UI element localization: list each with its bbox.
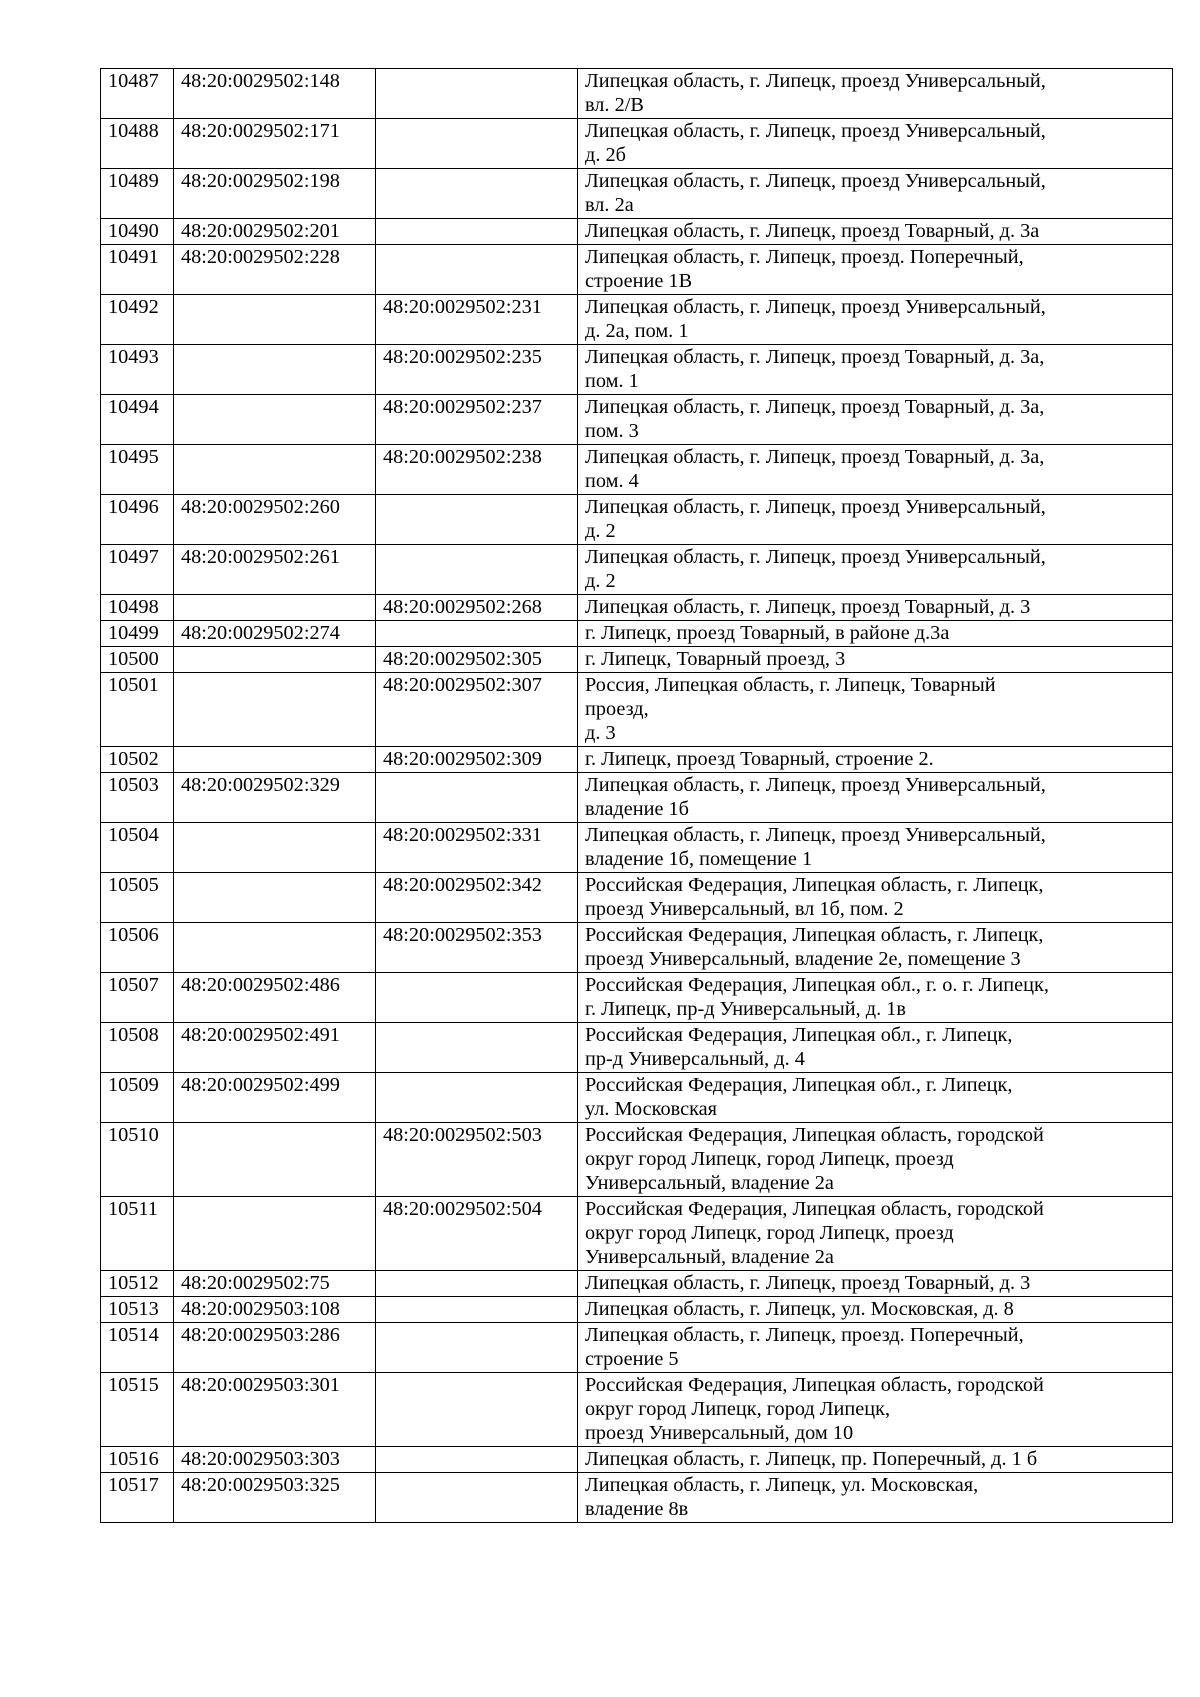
land-cadastral-number-cell — [174, 673, 376, 747]
row-number-cell: 10493 — [101, 345, 174, 395]
land-cadastral-number-cell — [174, 1123, 376, 1197]
row-number-cell: 10509 — [101, 1073, 174, 1123]
land-cadastral-number-cell — [174, 647, 376, 673]
address-cell: Липецкая область, г. Липецк, проезд Товарный, д. 3а — [578, 219, 1173, 245]
table-row — [101, 873, 1173, 923]
row-number-cell: 10504 — [101, 823, 174, 873]
land-cadastral-number-cell — [174, 747, 376, 773]
row-number-cell: 10517 — [101, 1473, 174, 1523]
table-row — [101, 119, 1173, 169]
land-cadastral-number-cell: 48:20:0029503:325 — [174, 1473, 376, 1523]
land-cadastral-number-cell — [174, 823, 376, 873]
address-cell: Липецкая область, г. Липецк, проезд Универсальный, д. 2 — [578, 495, 1173, 545]
table-row — [101, 495, 1173, 545]
land-cadastral-number-cell: 48:20:0029503:301 — [174, 1373, 376, 1447]
table-row — [101, 1297, 1173, 1323]
row-number-cell: 10516 — [101, 1447, 174, 1473]
row-number-cell: 10514 — [101, 1323, 174, 1373]
building-cadastral-number-cell — [376, 69, 578, 119]
address-cell: Российская Федерация, Липецкая область, г. Липецк, проезд Универсальный, вл 1б, пом. 2 — [578, 873, 1173, 923]
building-cadastral-number-cell: 48:20:0029502:504 — [376, 1197, 578, 1271]
address-cell: г. Липецк, Товарный проезд, 3 — [578, 647, 1173, 673]
address-cell: Липецкая область, г. Липецк, проезд. Поперечный, строение 1В — [578, 245, 1173, 295]
row-number-cell: 10492 — [101, 295, 174, 345]
address-cell: Липецкая область, г. Липецк, проезд Универсальный, владение 1б — [578, 773, 1173, 823]
address-cell: Российская Федерация, Липецкая обл., г. Липецк, пр-д Универсальный, д. 4 — [578, 1023, 1173, 1073]
table-row — [101, 673, 1173, 747]
row-number-cell: 10513 — [101, 1297, 174, 1323]
table-row — [101, 445, 1173, 495]
table-row — [101, 1473, 1173, 1523]
building-cadastral-number-cell — [376, 1373, 578, 1447]
table-row — [101, 395, 1173, 445]
building-cadastral-number-cell: 48:20:0029502:309 — [376, 747, 578, 773]
land-cadastral-number-cell: 48:20:0029502:75 — [174, 1271, 376, 1297]
building-cadastral-number-cell: 48:20:0029502:331 — [376, 823, 578, 873]
building-cadastral-number-cell: 48:20:0029502:238 — [376, 445, 578, 495]
table-row — [101, 1197, 1173, 1271]
table-row — [101, 345, 1173, 395]
row-number-cell: 10510 — [101, 1123, 174, 1197]
land-cadastral-number-cell: 48:20:0029502:198 — [174, 169, 376, 219]
building-cadastral-number-cell — [376, 973, 578, 1023]
address-cell: Российская Федерация, Липецкая область, городской округ город Липецк, город Липецк, проезд Универсальный, владение 2а — [578, 1197, 1173, 1271]
building-cadastral-number-cell — [376, 245, 578, 295]
building-cadastral-number-cell: 48:20:0029502:503 — [376, 1123, 578, 1197]
table-row — [101, 823, 1173, 873]
address-cell: Липецкая область, г. Липецк, проезд Товарный, д. 3а, пом. 3 — [578, 395, 1173, 445]
table-row — [101, 773, 1173, 823]
row-number-cell: 10508 — [101, 1023, 174, 1073]
building-cadastral-number-cell — [376, 1323, 578, 1373]
row-number-cell: 10490 — [101, 219, 174, 245]
row-number-cell: 10487 — [101, 69, 174, 119]
building-cadastral-number-cell — [376, 1447, 578, 1473]
address-cell: Российская Федерация, Липецкая обл., г. о. г. Липецк, г. Липецк, пр-д Универсальный, д. 1в — [578, 973, 1173, 1023]
address-cell: Российская Федерация, Липецкая область, г. Липецк, проезд Универсальный, владение 2е, помещение 3 — [578, 923, 1173, 973]
address-cell: Липецкая область, г. Липецк, проезд Универсальный, вл. 2а — [578, 169, 1173, 219]
building-cadastral-number-cell — [376, 1473, 578, 1523]
table-row — [101, 219, 1173, 245]
building-cadastral-number-cell — [376, 621, 578, 647]
land-cadastral-number-cell — [174, 295, 376, 345]
building-cadastral-number-cell — [376, 1297, 578, 1323]
building-cadastral-number-cell — [376, 119, 578, 169]
address-cell: Липецкая область, г. Липецк, проезд Товарный, д. 3 — [578, 1271, 1173, 1297]
building-cadastral-number-cell — [376, 1023, 578, 1073]
land-cadastral-number-cell: 48:20:0029502:228 — [174, 245, 376, 295]
address-cell: г. Липецк, проезд Товарный, строение 2. — [578, 747, 1173, 773]
table-row — [101, 1323, 1173, 1373]
building-cadastral-number-cell: 48:20:0029502:231 — [376, 295, 578, 345]
building-cadastral-number-cell — [376, 545, 578, 595]
land-cadastral-number-cell: 48:20:0029502:491 — [174, 1023, 376, 1073]
row-number-cell: 10501 — [101, 673, 174, 747]
address-cell: Липецкая область, г. Липецк, ул. Московская, владение 8в — [578, 1473, 1173, 1523]
table-row — [101, 1447, 1173, 1473]
table-row — [101, 1073, 1173, 1123]
building-cadastral-number-cell: 48:20:0029502:342 — [376, 873, 578, 923]
land-cadastral-number-cell: 48:20:0029502:486 — [174, 973, 376, 1023]
building-cadastral-number-cell: 48:20:0029502:237 — [376, 395, 578, 445]
land-cadastral-number-cell: 48:20:0029502:274 — [174, 621, 376, 647]
address-cell: Россия, Липецкая область, г. Липецк, Товарный проезд, д. 3 — [578, 673, 1173, 747]
address-cell: Липецкая область, г. Липецк, проезд Универсальный, д. 2 — [578, 545, 1173, 595]
land-cadastral-number-cell — [174, 1197, 376, 1271]
building-cadastral-number-cell — [376, 219, 578, 245]
table-row — [101, 245, 1173, 295]
table-row — [101, 621, 1173, 647]
address-cell: Липецкая область, г. Липецк, проезд Универсальный, д. 2а, пом. 1 — [578, 295, 1173, 345]
table-row — [101, 1271, 1173, 1297]
row-number-cell: 10498 — [101, 595, 174, 621]
table-row — [101, 747, 1173, 773]
row-number-cell: 10497 — [101, 545, 174, 595]
building-cadastral-number-cell — [376, 773, 578, 823]
address-cell: Липецкая область, г. Липецк, проезд Товарный, д. 3 — [578, 595, 1173, 621]
address-cell: Российская Федерация, Липецкая обл., г. Липецк, ул. Московская — [578, 1073, 1173, 1123]
table-row — [101, 69, 1173, 119]
row-number-cell: 10507 — [101, 973, 174, 1023]
land-cadastral-number-cell: 48:20:0029502:261 — [174, 545, 376, 595]
land-cadastral-number-cell: 48:20:0029502:329 — [174, 773, 376, 823]
table-row — [101, 295, 1173, 345]
table-row — [101, 1373, 1173, 1447]
land-cadastral-number-cell — [174, 873, 376, 923]
building-cadastral-number-cell: 48:20:0029502:305 — [376, 647, 578, 673]
row-number-cell: 10495 — [101, 445, 174, 495]
building-cadastral-number-cell: 48:20:0029502:268 — [376, 595, 578, 621]
row-number-cell: 10489 — [101, 169, 174, 219]
row-number-cell: 10512 — [101, 1271, 174, 1297]
building-cadastral-number-cell: 48:20:0029502:235 — [376, 345, 578, 395]
registry-table-body — [101, 69, 1173, 1523]
land-cadastral-number-cell: 48:20:0029503:108 — [174, 1297, 376, 1323]
table-row — [101, 647, 1173, 673]
table-row — [101, 1123, 1173, 1197]
address-cell: г. Липецк, проезд Товарный, в районе д.3а — [578, 621, 1173, 647]
table-row — [101, 545, 1173, 595]
land-cadastral-number-cell — [174, 923, 376, 973]
land-cadastral-number-cell — [174, 595, 376, 621]
building-cadastral-number-cell: 48:20:0029502:353 — [376, 923, 578, 973]
land-cadastral-number-cell: 48:20:0029502:171 — [174, 119, 376, 169]
address-cell: Липецкая область, г. Липецк, проезд Универсальный, вл. 2/В — [578, 69, 1173, 119]
table-row — [101, 169, 1173, 219]
row-number-cell: 10491 — [101, 245, 174, 295]
address-cell: Липецкая область, г. Липецк, проезд Товарный, д. 3а, пом. 1 — [578, 345, 1173, 395]
address-cell: Липецкая область, г. Липецк, проезд Товарный, д. 3а, пом. 4 — [578, 445, 1173, 495]
land-cadastral-number-cell: 48:20:0029503:303 — [174, 1447, 376, 1473]
table-row — [101, 1023, 1173, 1073]
land-cadastral-number-cell — [174, 345, 376, 395]
row-number-cell: 10511 — [101, 1197, 174, 1271]
row-number-cell: 10500 — [101, 647, 174, 673]
registry-table — [100, 68, 1173, 1523]
address-cell: Липецкая область, г. Липецк, ул. Московская, д. 8 — [578, 1297, 1173, 1323]
building-cadastral-number-cell — [376, 1271, 578, 1297]
land-cadastral-number-cell: 48:20:0029502:148 — [174, 69, 376, 119]
land-cadastral-number-cell: 48:20:0029503:286 — [174, 1323, 376, 1373]
address-cell: Липецкая область, г. Липецк, проезд. Поперечный, строение 5 — [578, 1323, 1173, 1373]
row-number-cell: 10515 — [101, 1373, 174, 1447]
row-number-cell: 10506 — [101, 923, 174, 973]
address-cell: Липецкая область, г. Липецк, проезд Универсальный, владение 1б, помещение 1 — [578, 823, 1173, 873]
land-cadastral-number-cell: 48:20:0029502:499 — [174, 1073, 376, 1123]
address-cell: Липецкая область, г. Липецк, пр. Поперечный, д. 1 б — [578, 1447, 1173, 1473]
row-number-cell: 10499 — [101, 621, 174, 647]
land-cadastral-number-cell — [174, 445, 376, 495]
row-number-cell: 10505 — [101, 873, 174, 923]
address-cell: Российская Федерация, Липецкая область, городской округ город Липецк, город Липецк, проезд Универсальный, владение 2а — [578, 1123, 1173, 1197]
table-row — [101, 923, 1173, 973]
building-cadastral-number-cell: 48:20:0029502:307 — [376, 673, 578, 747]
row-number-cell: 10488 — [101, 119, 174, 169]
building-cadastral-number-cell — [376, 169, 578, 219]
row-number-cell: 10502 — [101, 747, 174, 773]
land-cadastral-number-cell: 48:20:0029502:201 — [174, 219, 376, 245]
land-cadastral-number-cell: 48:20:0029502:260 — [174, 495, 376, 545]
building-cadastral-number-cell — [376, 495, 578, 545]
row-number-cell: 10496 — [101, 495, 174, 545]
address-cell: Российская Федерация, Липецкая область, городской округ город Липецк, город Липецк, проезд Универсальный, дом 10 — [578, 1373, 1173, 1447]
row-number-cell: 10503 — [101, 773, 174, 823]
address-cell: Липецкая область, г. Липецк, проезд Универсальный, д. 2б — [578, 119, 1173, 169]
table-row — [101, 595, 1173, 621]
row-number-cell: 10494 — [101, 395, 174, 445]
table-row — [101, 973, 1173, 1023]
land-cadastral-number-cell — [174, 395, 376, 445]
building-cadastral-number-cell — [376, 1073, 578, 1123]
